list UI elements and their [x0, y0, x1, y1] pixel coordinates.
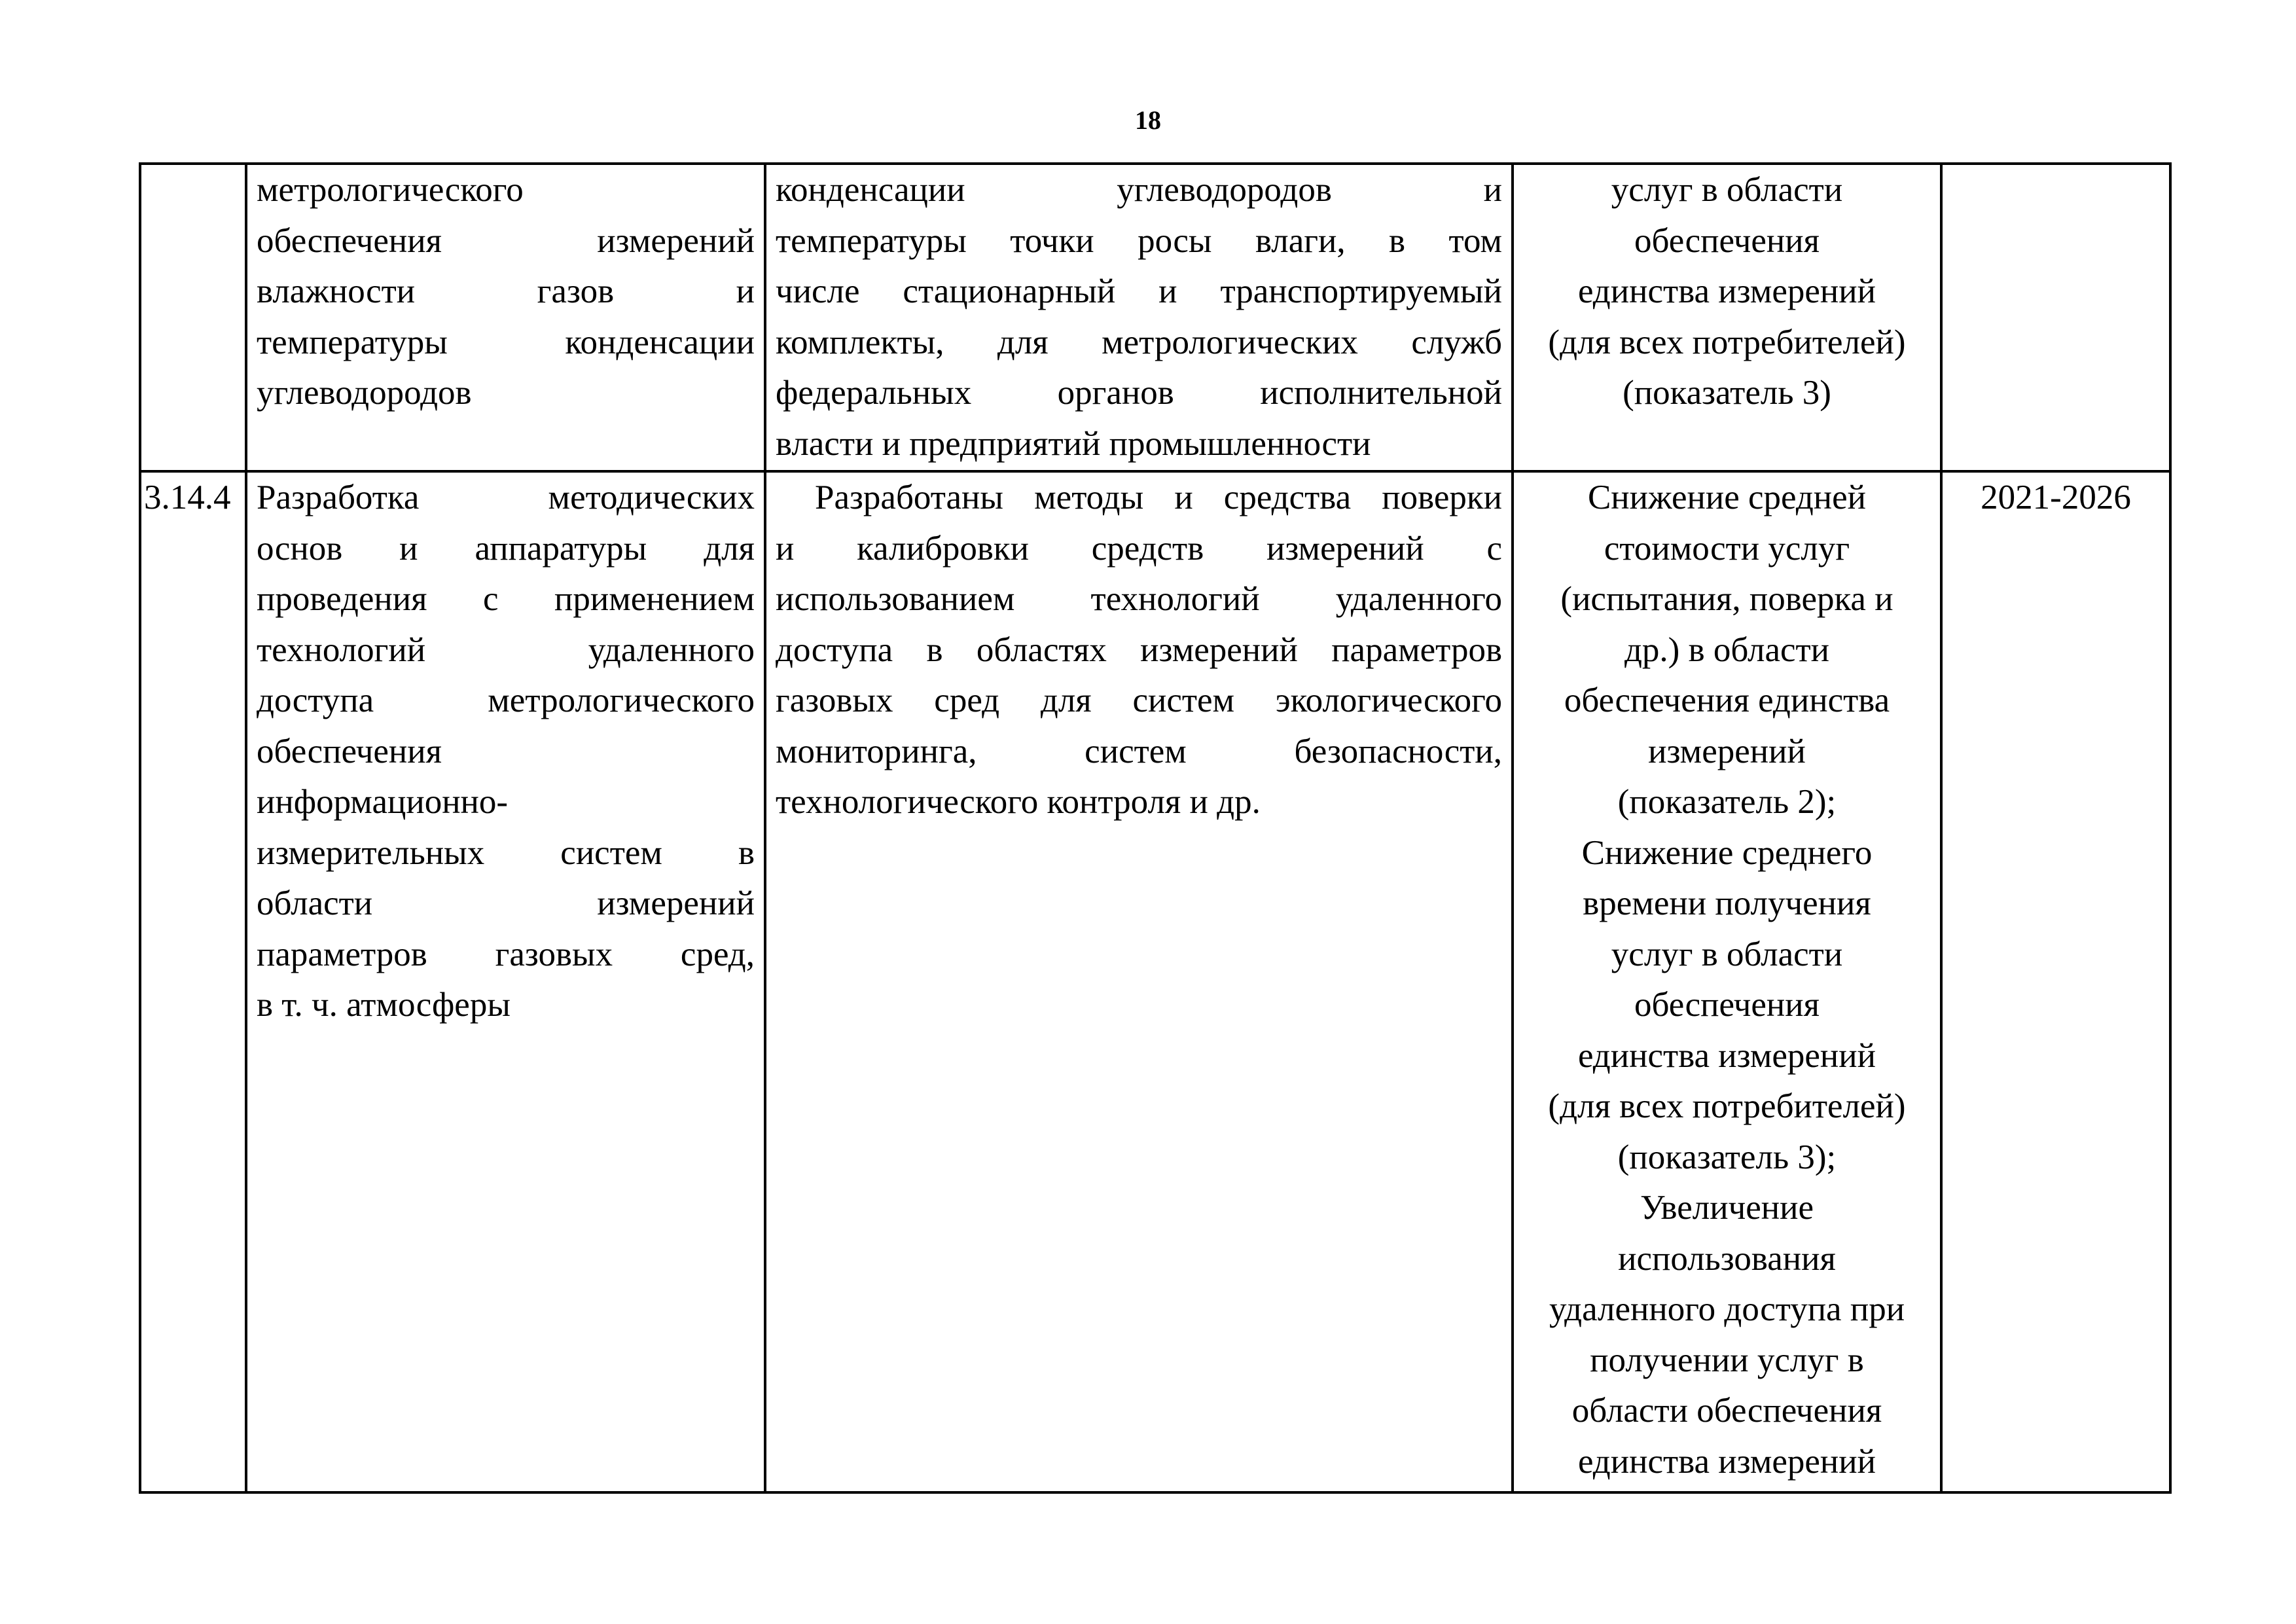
indicator-line: единства измерений — [1577, 272, 1876, 310]
expected-result-line: газовых сред для систем экологического — [776, 681, 1502, 719]
row-number-cell — [140, 164, 246, 471]
measures-table — [139, 162, 2172, 1494]
measure-name-line: основ и аппаратуры для — [257, 529, 755, 568]
indicator-line: обеспечения — [1634, 986, 1820, 1024]
measure-name-line: информационно- — [257, 783, 509, 821]
indicator-cell — [1513, 164, 1941, 471]
indicator-line: области обеспечения — [1571, 1392, 1882, 1430]
measure-name-line: углеводородов — [257, 374, 472, 412]
expected-result-line: конденсации углеводородов и — [776, 171, 1502, 209]
indicator-cell — [1513, 471, 1941, 1492]
indicator-line: др.) в области — [1624, 630, 1830, 669]
expected-result-line: Разработаны методы и средства поверки — [815, 478, 1502, 516]
expected-result-line: и калибровки средств измерений с — [776, 529, 1502, 568]
indicator-line: единства измерений — [1577, 1036, 1876, 1075]
indicator-line: услуг в области — [1611, 171, 1843, 209]
measure-name-line: области измерений — [257, 884, 755, 922]
table-row — [140, 164, 2170, 471]
measure-name-line: доступа метрологического — [257, 681, 755, 719]
measure-name-line: технологий удаленного — [257, 630, 755, 669]
measure-name-line: обеспечения — [257, 732, 442, 770]
expected-result-cell — [765, 471, 1513, 1492]
measure-name-line: параметров газовых сред, — [257, 935, 755, 973]
indicator-line: (испытания, поверка и — [1560, 580, 1893, 618]
measure-name-line: в т. ч. атмосферы — [257, 986, 511, 1024]
indicator-line: стоимости услуг — [1604, 529, 1850, 568]
measure-name-cell — [246, 471, 765, 1492]
indicator-line: (показатель 2); — [1617, 783, 1837, 821]
indicator-line: получении услуг в — [1590, 1341, 1864, 1379]
indicator-line: услуг в области — [1611, 935, 1843, 973]
measure-name-line: обеспечения измерений — [257, 221, 755, 260]
indicator-line: Снижение средней — [1587, 478, 1867, 516]
expected-result-cell — [765, 164, 1513, 471]
measure-name-line: метрологического — [257, 171, 524, 209]
indicator-line: Увеличение — [1640, 1189, 1814, 1227]
indicator-line: Снижение среднего — [1581, 833, 1873, 872]
expected-result-line: числе стационарный и транспортируемый — [776, 272, 1502, 310]
expected-result-line: власти и предприятий промышленности — [776, 424, 1371, 463]
indicator-line: (для всех потребителей) — [1548, 1087, 1906, 1125]
measure-name-line: проведения с применением — [257, 580, 755, 618]
measure-name-line: влажности газов и — [257, 272, 755, 310]
expected-result-line: комплекты, для метрологических служб — [776, 323, 1502, 361]
period-cell — [1941, 164, 2170, 471]
measure-name-cell — [246, 164, 765, 471]
indicator-line: (показатель 3); — [1617, 1138, 1837, 1176]
indicator-line: единства измерений — [1577, 1442, 1876, 1481]
measure-name-line: Разработка методических — [257, 478, 755, 516]
indicator-line: использования — [1618, 1239, 1836, 1278]
indicator-line: (для всех потребителей) — [1548, 323, 1906, 361]
indicator-line: обеспечения — [1634, 221, 1820, 260]
row-number-cell: 3.14.4 — [140, 471, 246, 1492]
expected-result-line: доступа в областях измерений параметров — [776, 630, 1502, 669]
page-number: 18 — [1135, 105, 1161, 135]
expected-result-line: использованием технологий удаленного — [776, 580, 1502, 618]
expected-result-line: температуры точки росы влаги, в том — [776, 221, 1502, 260]
measure-name-line: температуры конденсации — [257, 323, 755, 361]
indicator-line: удаленного доступа при — [1549, 1290, 1905, 1328]
expected-result-line: федеральных органов исполнительной — [776, 374, 1502, 412]
expected-result-line: технологического контроля и др. — [776, 783, 1261, 821]
expected-result-line: мониторинга, систем безопасности, — [776, 732, 1502, 770]
indicator-line: времени получения — [1583, 884, 1871, 922]
measure-name-line: измерительных систем в — [257, 833, 755, 872]
table-row — [140, 471, 2170, 1492]
period-cell: 2021-2026 — [1941, 471, 2170, 1492]
indicator-line: (показатель 3) — [1623, 374, 1831, 412]
indicator-line: обеспечения единства — [1564, 681, 1890, 719]
indicator-line: измерений — [1648, 732, 1806, 770]
